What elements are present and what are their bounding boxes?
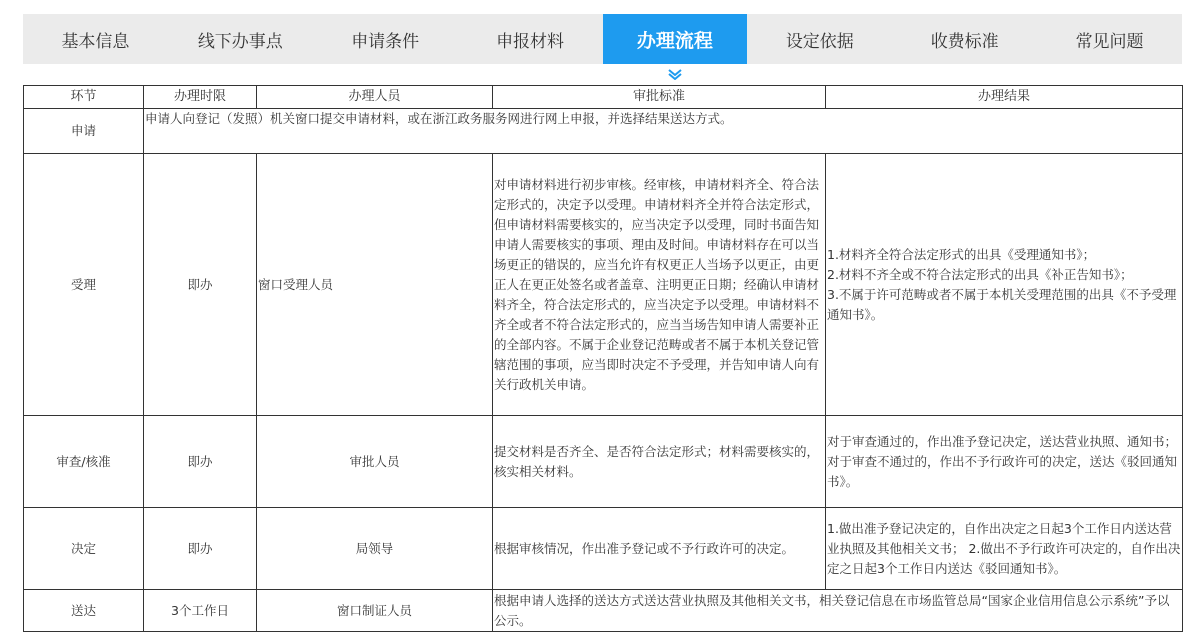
table-row-delivery bbox=[24, 590, 1183, 632]
tab-legal-basis[interactable]: 设定依据 bbox=[785, 31, 854, 52]
tab-bar bbox=[23, 14, 1182, 64]
cell-standard: 根据审核情况，作出准予登记或不予行政许可的决定。 bbox=[493, 508, 826, 590]
cell-result: 对于审查通过的，作出准予登记决定，送达营业执照、通知书；对于审查不通过的，作出不予行政许可的决定，送达《驳回通知书》。 bbox=[826, 416, 1183, 508]
table-row-review bbox=[24, 416, 1183, 508]
tab-materials[interactable]: 申报材料 bbox=[496, 31, 565, 52]
cell-step: 申请 bbox=[24, 109, 144, 154]
cell-time-limit: 即办 bbox=[144, 508, 257, 590]
cell-time-limit: 即办 bbox=[144, 416, 257, 508]
cell-staff: 窗口受理人员 bbox=[257, 154, 493, 416]
table-row-apply bbox=[24, 109, 1183, 154]
cell-result bbox=[826, 154, 1183, 416]
result-line: 1.材料齐全符合法定形式的出具《受理通知书》； bbox=[827, 246, 1096, 262]
cell-result: 1.做出准予登记决定的，自作出决定之日起3个工作日内送达营业执照及其他相关文书； 2.做出不予行政许可决定的，自作出决定之日起3个工作日内送达《驳回通知书》。 bbox=[826, 508, 1183, 590]
header-step: 环节 bbox=[24, 86, 144, 109]
cell-step: 受理 bbox=[24, 154, 144, 416]
cell-standard: 提交材料是否齐全、是否符合法定形式；材料需要核实的，核实相关材料。 bbox=[493, 416, 826, 508]
cell-staff: 审批人员 bbox=[257, 416, 493, 508]
cell-step: 审查/核准 bbox=[24, 416, 144, 508]
cell-merged-text: 根据申请人选择的送达方式送达营业执照及其他相关文书，相关登记信息在市场监管总局“国家企业信用信息公示系统”予以公示。 bbox=[493, 590, 1183, 632]
tab-conditions[interactable]: 申请条件 bbox=[351, 31, 420, 52]
tab-faq[interactable]: 常见问题 bbox=[1075, 31, 1144, 52]
process-table bbox=[23, 85, 1183, 632]
header-standard: 审批标准 bbox=[493, 86, 826, 109]
result-line: 2.材料不齐全或不符合法定形式的出具《补正告知书》； bbox=[827, 266, 1133, 282]
chevron-down-icon bbox=[667, 68, 683, 80]
tab-basic-info[interactable]: 基本信息 bbox=[61, 31, 130, 52]
cell-time-limit: 即办 bbox=[144, 154, 257, 416]
cell-staff: 局领导 bbox=[257, 508, 493, 590]
tab-fees[interactable]: 收费标准 bbox=[930, 31, 999, 52]
header-time-limit: 办理时限 bbox=[144, 86, 257, 109]
cell-step: 送达 bbox=[24, 590, 144, 632]
table-header-row bbox=[24, 86, 1183, 109]
header-staff: 办理人员 bbox=[257, 86, 493, 109]
result-line: 3.不属于许可范畴或者不属于本机关受理范围的出具《不予受理通知书》。 bbox=[827, 286, 1177, 322]
cell-merged-text: 申请人向登记（发照）机关窗口提交申请材料，或在浙江政务服务网进行网上申报，并选择结果送达方式。 bbox=[144, 109, 1183, 154]
tab-process[interactable] bbox=[603, 14, 748, 64]
cell-step: 决定 bbox=[24, 508, 144, 590]
tab-offline-locations[interactable]: 线下办事点 bbox=[197, 31, 283, 52]
tab-process-label: 办理流程 bbox=[636, 29, 713, 52]
table-row-decision bbox=[24, 508, 1183, 590]
table-row-accept bbox=[24, 154, 1183, 416]
cell-time-limit: 3个工作日 bbox=[144, 590, 257, 632]
cell-standard: 对申请材料进行初步审核。经审核，申请材料齐全、符合法定形式的，决定予以受理。申请材料齐全并符合法定形式，但申请材料需要核实的，应当决定予以受理，同时书面告知申请人需要核实的事项、理由及时间。申请材料存在可以当场更正的错误的，应当允许有权更正人当场予以更正，由更正人在更正处签名或者盖章、注明更正日期；经确认申请材料齐全，符合法定形式的，应当决定予以受理。申请材料不齐全或者不符合法定形式的，应当当场告知申请人需要补正的全部内容。不属于企业登记范畴或者不属于本机关登记管辖范围的事项，应当即时决定不予受理，并告知申请人向有关行政机关申请。 bbox=[493, 154, 826, 416]
header-result: 办理结果 bbox=[826, 86, 1183, 109]
cell-staff: 窗口制证人员 bbox=[257, 590, 493, 632]
